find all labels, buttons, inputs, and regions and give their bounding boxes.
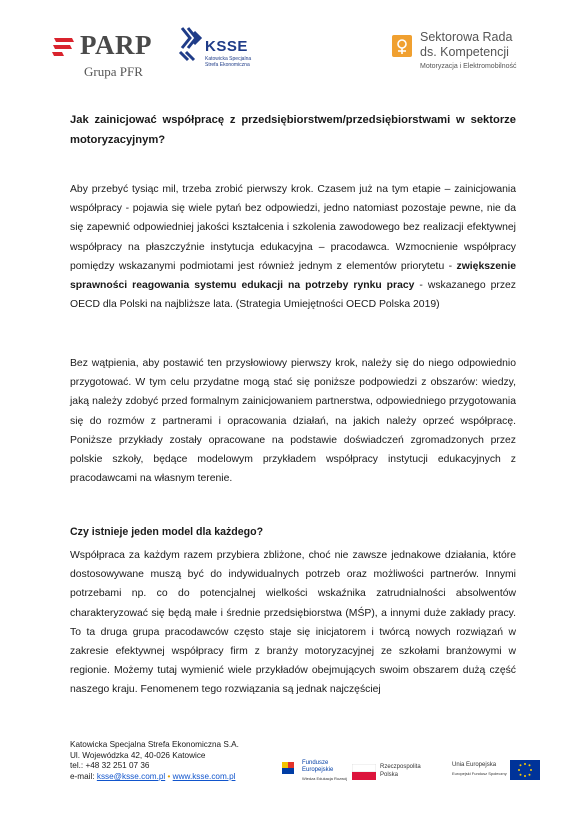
footer-phone: tel.: +48 32 251 07 36 — [70, 761, 150, 771]
polish-flag-icon — [352, 764, 376, 780]
paragraph-1-text: Aby przebyć tysiąc mil, trzeba zrobić pierwszy krok. Czasem już na tym etapie – zainicjowania współpracy - pojawia się wiele pytań bez odpowiedzi, jedno natomiast pozostaje pewne, nie da się zapewnić odpowiedniej jakości kształcenia i szkolenia zawodowego bez realizacji efektywnej współpracy na płaszczyźnie instytucja edukacyjna – pracodawca. Wzmocnienie współpracy pomiędzy wskazanymi podmiotami jest również jednym z elementów priorytetu - — [70, 184, 516, 272]
email-label: e-mail: — [70, 771, 97, 781]
paragraph-1 — [70, 180, 516, 314]
rzeczpospolita-logo — [352, 760, 422, 784]
fe-flag-icon — [280, 760, 300, 780]
ue-line-2: Europejski Fundusz Społeczny — [452, 771, 507, 776]
footer-contact — [70, 740, 239, 782]
rada-mark-icon — [392, 35, 412, 57]
parp-logo — [52, 32, 182, 82]
paragraph-3: Współpraca za każdym razem przybiera zbliżone, choć nie zawsze jednakowe działania, które dostosowywane muszą być do indywidualnych potrzeb oraz możliwości partnerów. Innymi potrzebami np. co do potencjalnej wielkości wskaźnika zatrudnialności absolwentów charakteryzować się będą małe i średnie przedsiębiorstwa (MŚP), a innymi duże zakłady pracy. To ta druga grupa pracodawców często staje się inicjatorem i twórcą nowych rozwiązań w zakresie efektywnej współpracy firm z branży motoryzacyjnej ze szkołami branżowymi w regionie. Możemy tutaj wymienić wiele przykładów obejmujących swoim obszarem dużą część naszego kraju. Fenomenem tego rozwiązania są jednak najczęściej — [70, 550, 516, 696]
ksse-logo — [178, 26, 268, 80]
ksse-subtitle: Katowicka Specjalna Strefa Ekonomiczna — [205, 56, 252, 68]
fe-line-2: Europejskie — [302, 767, 334, 773]
paragraph-1-end: - wskazanego przez OECD dla Polski na najbliższe lata. (Strategia Umiejętności OECD Polska 2019) — [70, 280, 516, 311]
rp-line-1: Rzeczpospolita — [380, 764, 421, 770]
footer-links — [70, 772, 239, 783]
rada-line-3: Motoryzacja i Elektromobilność — [420, 63, 517, 70]
ksse-name: KSSE — [205, 38, 248, 55]
footer-address: Ul. Wojewódzka 42, 40-026 Katowice — [70, 750, 206, 760]
parp-name: PARP — [80, 30, 152, 60]
ue-line-1: Unia Europejska — [452, 762, 497, 768]
document-title: Jak zainicjować współpracę z przedsiębiorstwem/przedsiębiorstwami w sektorze motoryzacyjnym? — [70, 114, 516, 146]
fe-line-3: Wiedza Edukacja Rozwój — [302, 776, 348, 781]
fundusze-europejskie-logo — [280, 758, 348, 784]
email-link[interactable]: ksse@ksse.com.pl — [96, 771, 166, 781]
rada-line-2: ds. Kompetencji — [420, 45, 509, 59]
rp-line-2: Polska — [380, 772, 399, 778]
footer-company: Katowicka Specjalna Strefa Ekonomiczna S.A. — [70, 740, 239, 749]
eu-flag-icon — [510, 760, 540, 780]
rada-line-1: Sektorowa Rada — [420, 30, 513, 44]
paragraph-1-bold: zwiększenie sprawności reagowania systemu edukacji na potrzeby rynku pracy — [70, 260, 516, 292]
unia-europejska-logo — [452, 758, 542, 784]
parp-mark-icon — [52, 36, 76, 58]
paragraph-2: Bez wątpienia, aby postawić ten przysłowiowy pierwszy krok, należy się do niego odpowiednio przygotować. W tym celu przydatne mogą stać się poniższe podpowiedzi z obszarów: wiedzy, jaką należy zdobyć przed formalnym zainicjowaniem partnerstwa, odpowiedniego przygotowania się do rozmów z partnerami i opracowania działań, na jakich należy oprzeć współpracę. Poniższe przykłady zostały opracowane na podstawie doświadczeń zgromadzonych przez polskie szkoły, będące modelowym przykładem współpracy instytucji edukacyjnych z pracodawcami na własnym terenie. — [70, 358, 516, 485]
separator-dot: • — [167, 771, 171, 781]
section-heading: Czy istnieje jeden model dla każdego? — [70, 526, 264, 538]
sektorowa-rada-logo — [392, 30, 552, 80]
website-link[interactable]: www.ksse.com.pl — [172, 771, 236, 781]
parp-subtitle: Grupa PFR — [84, 64, 143, 79]
ksse-mark-icon — [178, 26, 206, 66]
fe-line-1: Fundusze — [302, 760, 329, 766]
